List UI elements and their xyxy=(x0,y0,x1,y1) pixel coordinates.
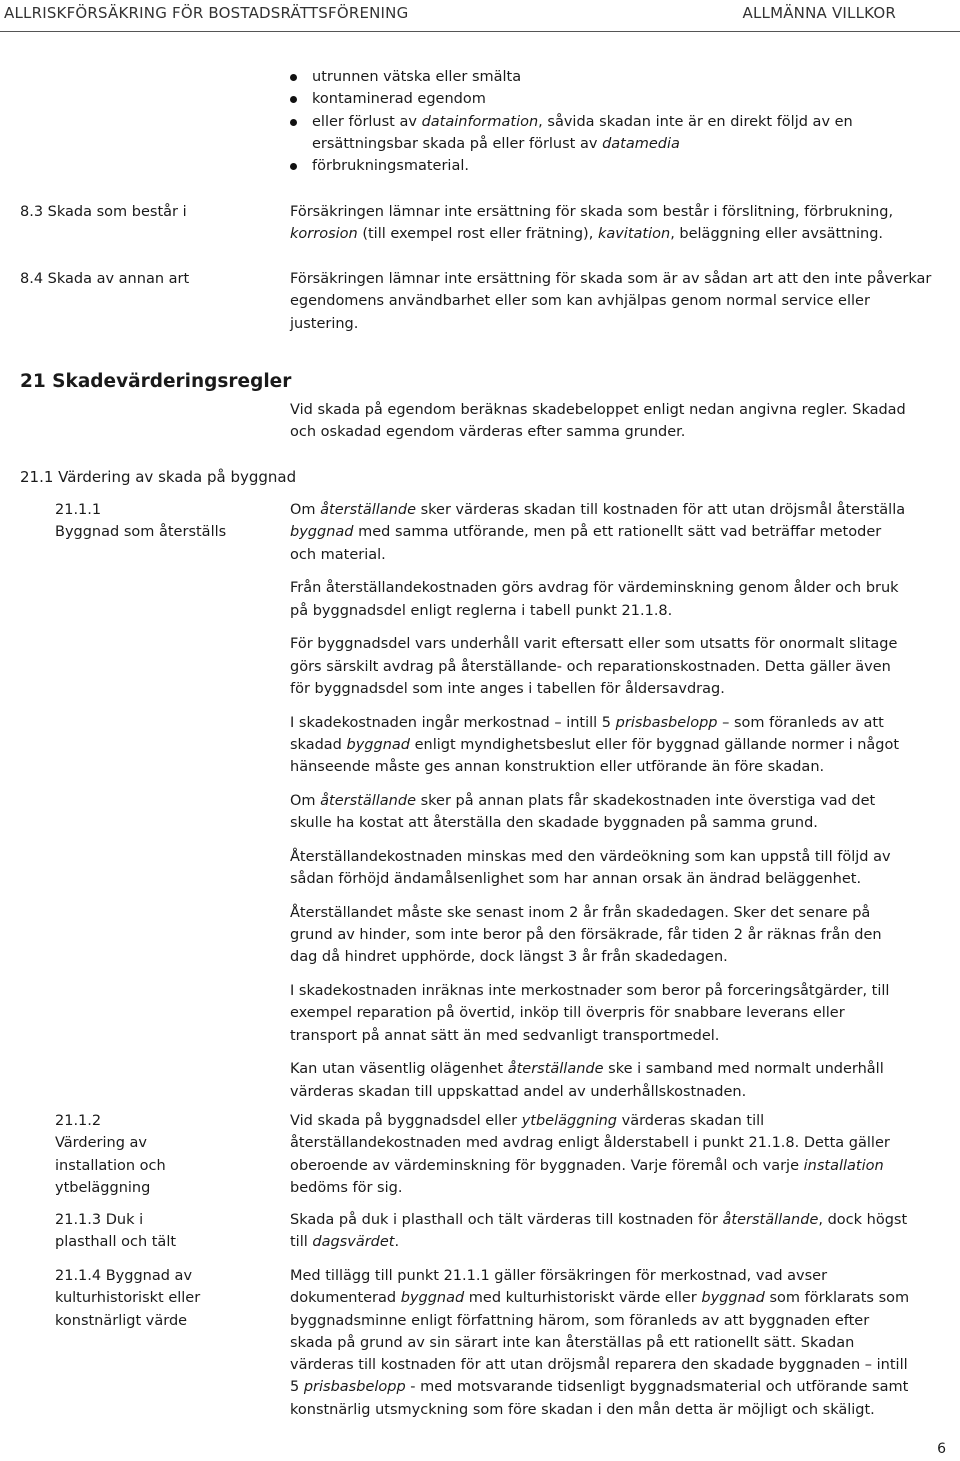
section-21-intro: Vid skada på egendom beräknas skadebeloppet enligt nedan angivna regler. Skadad och oskadad egendom värderas efter samma grunder. xyxy=(290,402,906,441)
exclusion-bullet-list xyxy=(290,66,930,177)
bullet-item: utrunnen vätska eller smälta xyxy=(290,66,930,88)
paragraph: Om återställande sker värderas skadan till kostnaden för att utan dröjsmål återställa byggnad med samma utförande, men på ett rationellt sätt vad beträffar metoder och material. xyxy=(290,502,906,563)
header-section: ALLMÄNNA VILLKOR xyxy=(742,4,896,22)
paragraph: I skadekostnaden inräknas inte merkostnader som beror på forceringsåtgärder, till exempel reparation på övertid, inköp till överpris för snabbare leverans eller transport på annat sätt än med sedvanligt transportmedel. xyxy=(290,983,890,1044)
page-header xyxy=(0,4,960,30)
section-21-1-3-text: Skada på duk i plasthall och tält värderas till kostnaden för återställande, dock högst till dagsvärdet. xyxy=(290,1212,908,1251)
section-21-1-heading: 21.1 Värdering av skada på byggnad xyxy=(20,468,297,486)
paragraph: Återställandekostnaden minskas med den värdeökning som kan uppstå till följd av sådan förhöjd ändamålsenlighet som har annan orsak än ändrad beläggenhet. xyxy=(290,848,891,888)
section-8-3-text: Försäkringen lämnar inte ersättning för skada som består i förslitning, förbrukning, korrosion (till exempel rost eller frätning), kavitation, beläggning eller avsättning. xyxy=(290,204,894,243)
page-number: 6 xyxy=(937,1441,946,1457)
paragraph: Om återställande sker på annan plats får skadekostnaden inte överstiga vad det skulle ha kostat att återställa den skadade byggnaden på samma grund. xyxy=(290,792,876,832)
header-rule xyxy=(0,31,960,32)
section-21-1-2-text: Vid skada på byggnadsdel eller ytbeläggning värderas skadan till återställandekostnaden med avdrag enligt ålderstabell i punkt 21.1.8. Detta gäller oberoende av värdeminskning för byggnaden. Varje föremål och varje installation bedöms för sig. xyxy=(290,1113,890,1196)
section-21-1-4-text: Med tillägg till punkt 21.1.1 gäller försäkringen för merkostnad, vad avser dokumenterad byggnad med kulturhistoriskt värde eller byggnad som förklarats som byggnadsminne enligt författning härom, som föranleds av att byggnaden efter skada på grund av sin särart inte kan återställas på ett rationellt sätt. Skadan värderas till kostnaden för att utan dröjsmål reparera den skadade byggnaden – intill 5 prisbasbelopp - med motsvarande tidsenligt byggnadsmaterial och utförande samt konstnärlig utsmyckning som före skadan i den mån detta är möjligt och skäligt. xyxy=(290,1268,910,1418)
section-8-4-label: 8.4 Skada av annan art xyxy=(20,271,190,287)
paragraph: Från återställandekostnaden görs avdrag för värdeminskning genom ålder och bruk på byggnadsdel enligt reglerna i tabell punkt 21.1.8. xyxy=(290,580,899,619)
section-21-1-1-label: 21.1.1 Byggnad som återställs xyxy=(55,502,227,541)
paragraph: Kan utan väsentlig olägenhet återställande ske i samband med normalt underhåll värderas skadan till uppskattad andel av underhållskostnaden. xyxy=(290,1061,884,1100)
bullet-icon xyxy=(290,96,297,103)
bullet-icon xyxy=(290,74,297,81)
section-21-heading: 21 Skadevärderingsregler xyxy=(20,371,292,392)
section-21-1-4-label: 21.1.4 Byggnad av kulturhistoriskt eller konstnärligt värde xyxy=(55,1268,201,1329)
bullet-icon xyxy=(290,119,297,126)
paragraph: I skadekostnaden ingår merkostnad – intill 5 prisbasbelopp – som föranleds av att skadad byggnad enligt myndighetsbeslut eller för byggnad gällande normer i något hänseende måste ges annan konstruktion eller utförande än före skadan. xyxy=(290,714,900,776)
bullet-item: kontaminerad egendom xyxy=(290,88,930,110)
section-8-4-text: Försäkringen lämnar inte ersättning för skada som är av sådan art att den inte påverkar egendomens användbarhet eller som kan avhjälpas genom normal service eller justering. xyxy=(290,271,932,332)
section-21-1-3-label: 21.1.3 Duk i plasthall och tält xyxy=(55,1212,177,1251)
bullet-icon xyxy=(290,163,297,170)
section-21-1-2-label: 21.1.2 Värdering av installation och ytbeläggning xyxy=(55,1113,166,1196)
section-21-1-1-text xyxy=(290,499,910,1103)
section-8-3-label: 8.3 Skada som består i xyxy=(20,204,187,220)
bullet-item: förbrukningsmaterial. xyxy=(290,155,930,177)
paragraph: För byggnadsdel vars underhåll varit eftersatt eller som utsatts för onormalt slitage görs särskilt avdrag på återställande- och reparationskostnaden. Detta gäller även för byggnadsdel som inte anges i tabellen för åldersavdrag. xyxy=(290,636,898,697)
header-title: ALLRISKFÖRSÄKRING FÖR BOSTADSRÄTTSFÖRENING xyxy=(4,4,409,22)
bullet-item: eller förlust av datainformation, såvida skadan inte är en direkt följd av en ersättningsbar skada på eller förlust av datamedia xyxy=(290,111,930,156)
paragraph: Återställandet måste ske senast inom 2 år från skadedagen. Sker det senare på grund av hinder, som inte beror på den försäkrade, får tiden 2 år räknas från den dag då hindret upphörde, dock längst 3 år från skadedagen. xyxy=(290,904,882,966)
